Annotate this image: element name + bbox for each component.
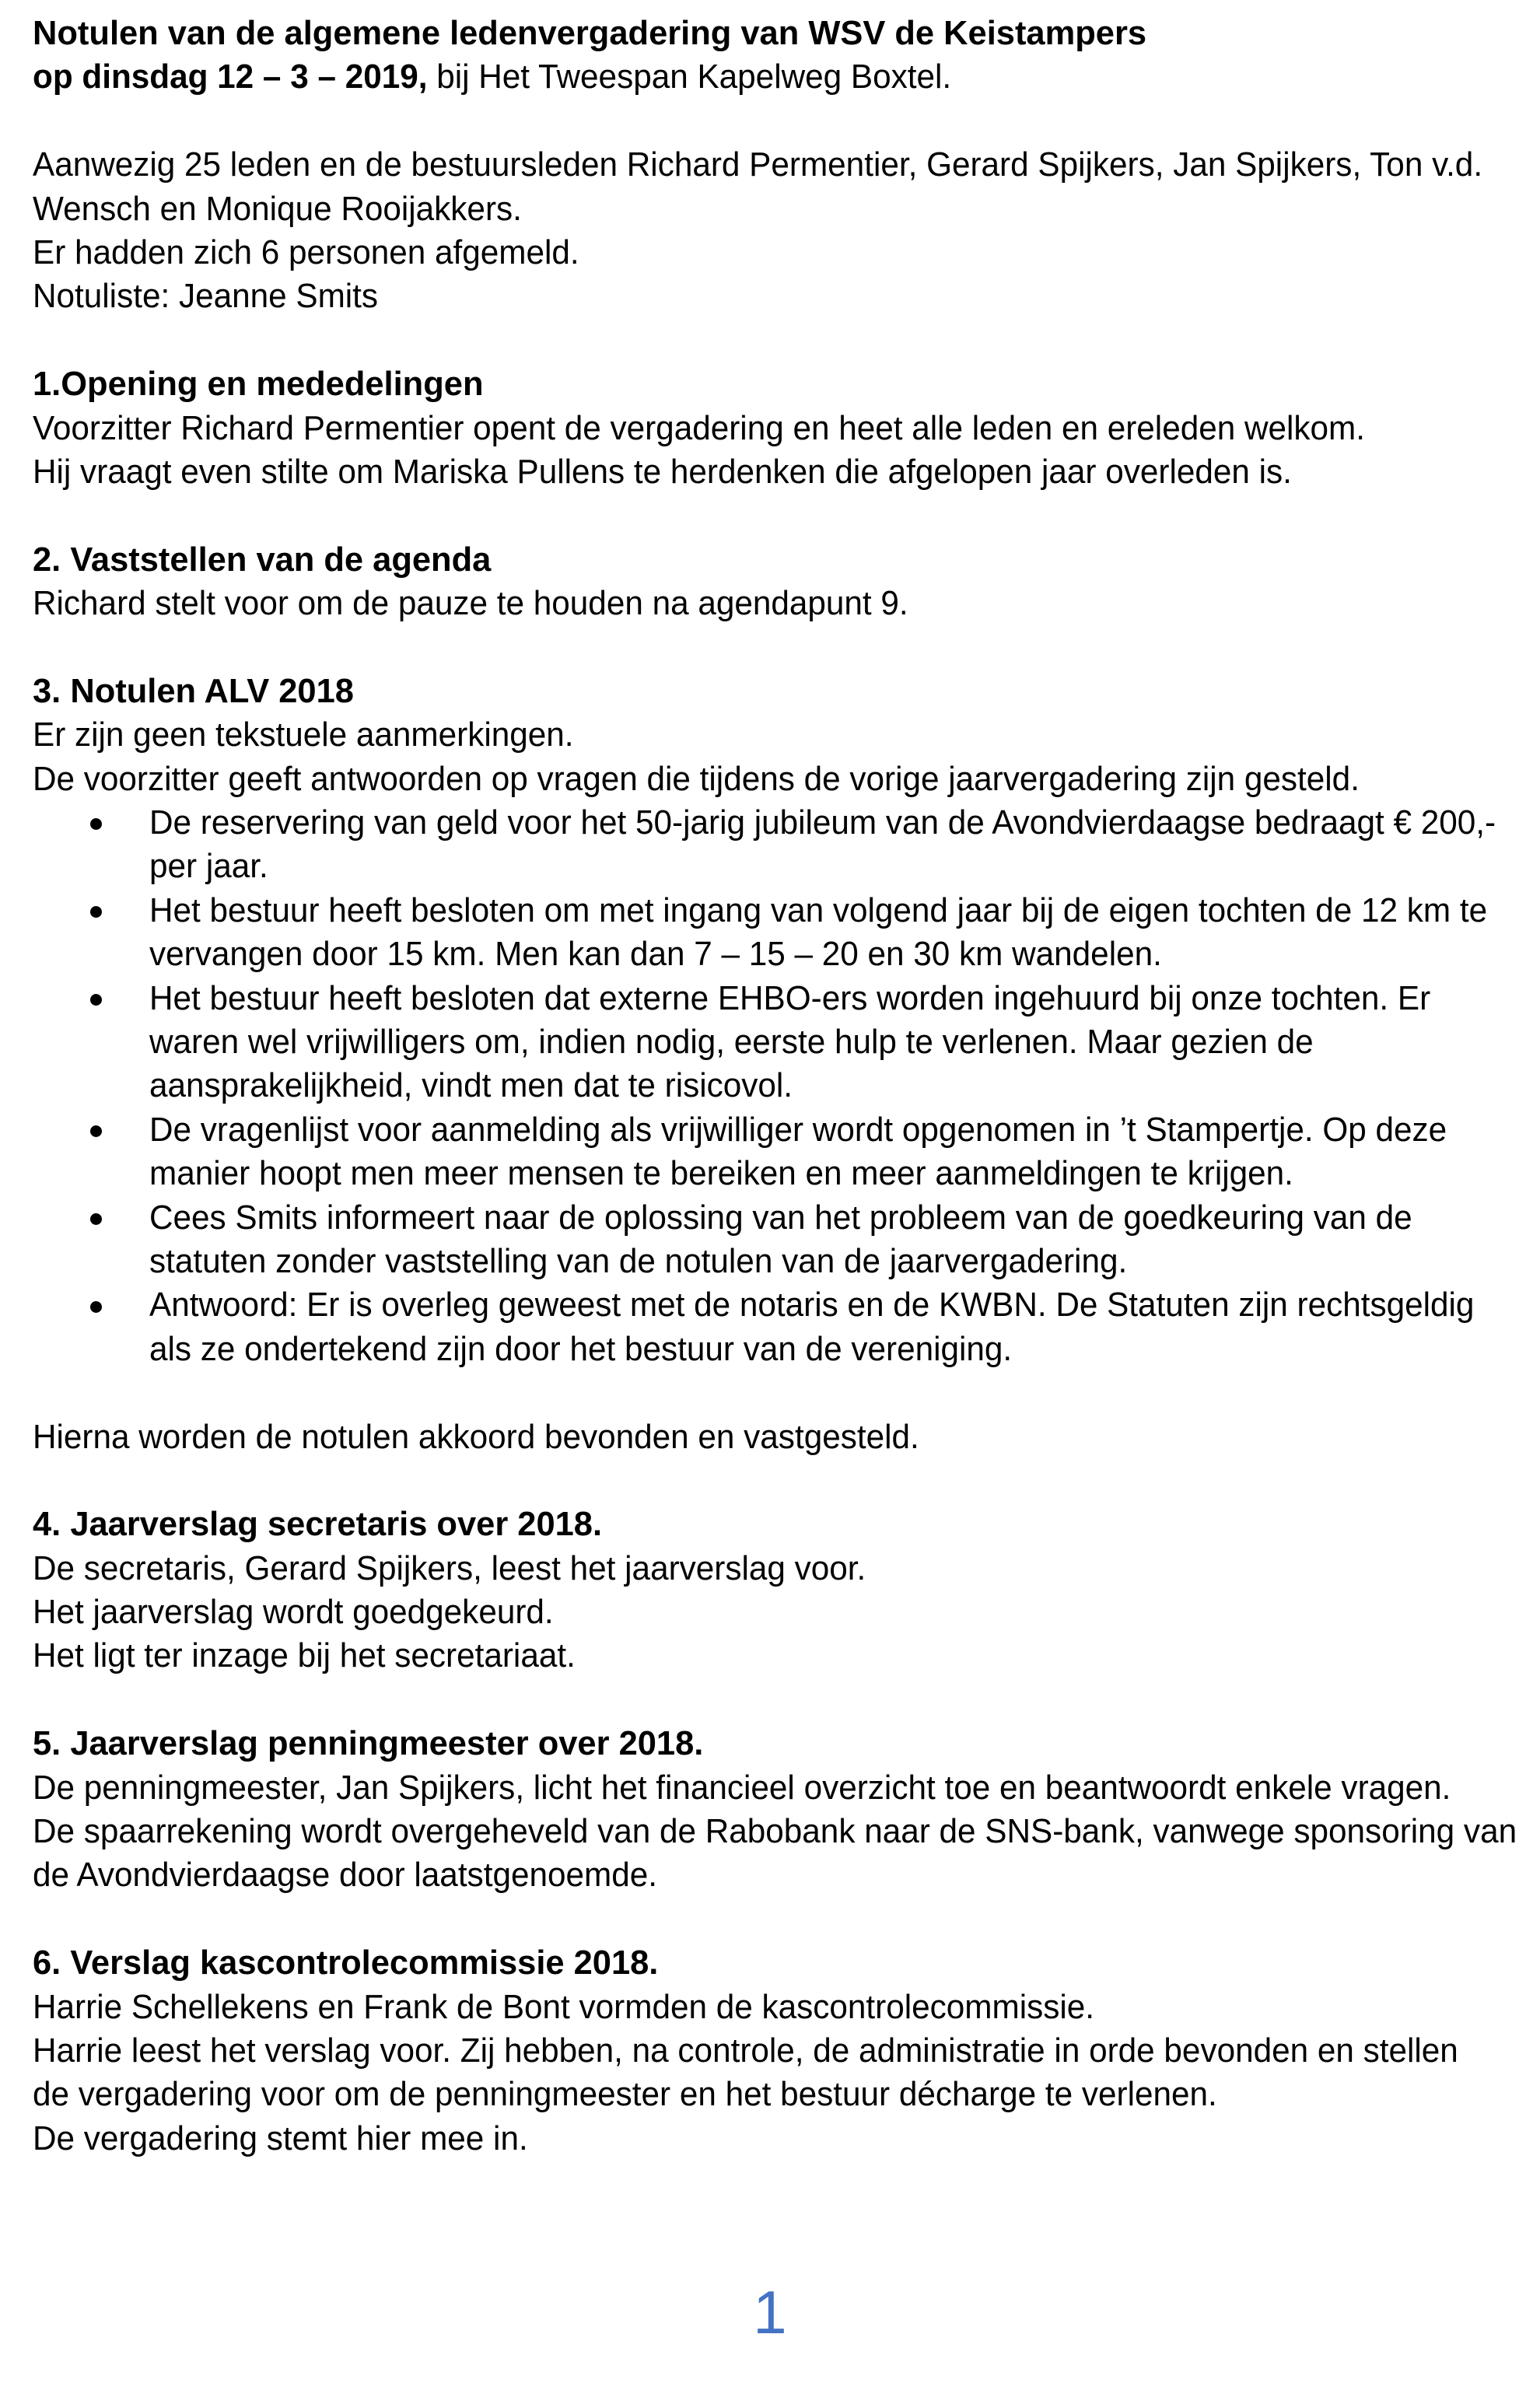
paragraph-text: Hij vraagt even stilte om Mariska Pullens te herdenken die afgelopen jaar overleden is. (33, 452, 1292, 491)
list-item (0, 801, 1540, 889)
spacer (0, 319, 1540, 362)
title-text: Notulen van de algemene ledenvergadering van WSV de Keistampers (33, 14, 1147, 52)
paragraph-line (0, 2117, 1540, 2161)
paragraph-text: Het ligt ter inzage bij het secretariaat. (33, 1636, 576, 1675)
paragraph-text: Aanwezig 25 leden en de bestuursleden Richard Permentier, Gerard Spijkers, Jan Spijkers, Ton v.d. (33, 145, 1483, 184)
heading-text: 6. Verslag kascontrolecommissie 2018. (33, 1944, 659, 1982)
spacer (0, 494, 1540, 537)
spacer (0, 1371, 1540, 1415)
paragraph-text: de Avondvierdaagse door laatstgenoemde. (33, 1856, 657, 1895)
list-item-line (0, 1328, 1540, 1371)
heading-text: 2. Vaststellen van de agenda (33, 540, 492, 579)
paragraph-text: De secretaris, Gerard Spijkers, leest het jaarverslag voor. (33, 1548, 866, 1587)
list-item (0, 1196, 1540, 1284)
section-audit-committee-report (0, 1941, 1540, 2161)
list-item-line (0, 801, 1540, 845)
paragraph-text: Harrie Schellekens en Frank de Bont vormden de kascontrolecommissie. (33, 1987, 1095, 2026)
list-item-line (0, 977, 1540, 1020)
bullet-list (0, 801, 1540, 1371)
list-item-text: De vragenlijst voor aanmelding als vrijwilliger wordt opgenomen in ’t Stampertje. Op deze (149, 1110, 1447, 1149)
paragraph-text: Er zijn geen tekstuele aanmerkingen. (33, 716, 574, 754)
meeting-location: bij Het Tweespan Kapelweg Boxtel. (427, 58, 952, 96)
conclusion-text: Hierna worden de notulen akkoord bevonden en vastgesteld. (33, 1417, 919, 1456)
absentees-line (0, 231, 1540, 275)
attendance-line (0, 187, 1540, 231)
minute-taker-line (0, 275, 1540, 318)
list-item-text: Het bestuur heeft besloten dat externe EHBO-ers worden ingehuurd bij onze tochten. Er (149, 978, 1431, 1017)
paragraph-line (0, 1766, 1540, 1810)
list-item-text: aansprakelijkheid, vindt men dat te risicovol. (149, 1066, 793, 1105)
section-treasurer-report (0, 1722, 1540, 1898)
heading-text: 4. Jaarverslag secretaris over 2018. (33, 1505, 603, 1544)
paragraph-line (0, 1415, 1540, 1459)
paragraph-text: Wensch en Monique Rooijakkers. (33, 189, 522, 228)
list-item (0, 889, 1540, 977)
paragraph-line (0, 713, 1540, 757)
paragraph-line (0, 1547, 1540, 1590)
section-heading (0, 362, 1540, 406)
section-heading (0, 1941, 1540, 1985)
paragraph-line (0, 2073, 1540, 2116)
list-item-line (0, 845, 1540, 888)
section-minutes-2018 (0, 670, 1540, 1459)
list-item (0, 1283, 1540, 1371)
document-title-line-2 (0, 55, 1540, 99)
list-item-line (0, 1152, 1540, 1195)
section-agenda (0, 538, 1540, 626)
paragraph-line (0, 2029, 1540, 2073)
paragraph-text: de vergadering voor om de penningmeester en het bestuur décharge te verlenen. (33, 2075, 1217, 2114)
paragraph-line (0, 407, 1540, 450)
list-item-line (0, 1108, 1540, 1152)
paragraph-line (0, 582, 1540, 625)
spacer (0, 1678, 1540, 1722)
list-item-text: statuten zonder vaststelling van de notulen van de jaarvergadering. (149, 1241, 1128, 1280)
paragraph-text: De voorzitter geeft antwoorden op vragen die tijdens de vorige jaarvergadering zijn gesteld. (33, 759, 1360, 798)
paragraph-text: Voorzitter Richard Permentier opent de vergadering en heet alle leden en ereleden welkom. (33, 408, 1366, 447)
paragraph-text: Harrie leest het verslag voor. Zij hebben, na controle, de administratie in orde bevonden en stellen (33, 2031, 1458, 2070)
list-item-text: manier hoopt men meer mensen te bereiken en meer aanmeldingen te krijgen. (149, 1154, 1293, 1193)
paragraph-line (0, 1986, 1540, 2029)
list-item-text: als ze ondertekend zijn door het bestuur van de vereniging. (149, 1329, 1013, 1368)
list-item-line (0, 1240, 1540, 1283)
list-item-line (0, 1196, 1540, 1240)
attendance-block (0, 143, 1540, 319)
list-item-text: vervangen door 15 km. Men kan dan 7 – 15 – 20 en 30 km wandelen. (149, 935, 1162, 974)
paragraph-line (0, 1634, 1540, 1678)
list-item-line (0, 933, 1540, 976)
list-item-text: Antwoord: Er is overleg geweest met de notaris en de KWBN. De Statuten zijn rechtsgeldig (149, 1286, 1475, 1324)
attendance-line (0, 143, 1540, 187)
minutes-document (0, 12, 1540, 2161)
list-item-line (0, 1020, 1540, 1064)
spacer (0, 1898, 1540, 1941)
paragraph-line (0, 1590, 1540, 1634)
list-item-line (0, 1283, 1540, 1327)
section-heading (0, 1503, 1540, 1546)
spacer (0, 100, 1540, 143)
paragraph-line (0, 758, 1540, 801)
paragraph-text: Notuliste: Jeanne Smits (33, 277, 379, 316)
heading-text: 1.Opening en mededelingen (33, 365, 484, 404)
bullet-icon (90, 1125, 102, 1137)
paragraph-line (0, 1810, 1540, 1853)
paragraph-text: Er hadden zich 6 personen afgemeld. (33, 233, 579, 271)
list-item-text: waren wel vrijwilligers om, indien nodig, eerste hulp te verlenen. Maar gezien de (149, 1022, 1314, 1061)
spacer (0, 625, 1540, 669)
section-heading (0, 1722, 1540, 1765)
list-item-text: De reservering van geld voor het 50-jarig jubileum van de Avondvierdaagse bedraagt € 200,- (149, 803, 1496, 842)
section-heading (0, 670, 1540, 713)
paragraph-text: Richard stelt voor om de pauze te houden na agendapunt 9. (33, 584, 908, 623)
list-item-text: Cees Smits informeert naar de oplossing van het probleem van de goedkeuring van de (149, 1198, 1412, 1237)
list-item-text: per jaar. (149, 847, 268, 886)
list-item (0, 1108, 1540, 1196)
bullet-icon (90, 1301, 102, 1313)
spacer (0, 1459, 1540, 1503)
page-number: 1 (753, 2278, 787, 2346)
heading-text: 3. Notulen ALV 2018 (33, 671, 354, 710)
list-item-text: Het bestuur heeft besloten om met ingang van volgend jaar bij de eigen tochten de 12 km te (149, 891, 1488, 929)
section-heading (0, 538, 1540, 582)
paragraph-text: De penningmeester, Jan Spijkers, licht het financieel overzicht toe en beantwoordt enkele vragen. (33, 1768, 1451, 1807)
section-opening (0, 362, 1540, 494)
list-item-line (0, 889, 1540, 933)
bullet-icon (90, 906, 102, 918)
bullet-icon (90, 994, 102, 1006)
list-item (0, 977, 1540, 1108)
paragraph-text: Het jaarverslag wordt goedgekeurd. (33, 1593, 554, 1632)
document-title-line-1 (0, 12, 1540, 55)
paragraph-text: De spaarrekening wordt overgeheveld van de Rabobank naar de SNS-bank, vanwege sponsoring van (33, 1812, 1517, 1851)
heading-text: 5. Jaarverslag penningmeester over 2018. (33, 1724, 704, 1763)
bullet-icon (90, 1213, 102, 1225)
title-line-2-text (33, 55, 951, 99)
paragraph-line (0, 1853, 1540, 1897)
section-secretary-report (0, 1503, 1540, 1678)
list-item-line (0, 1064, 1540, 1108)
meeting-date: op dinsdag 12 – 3 – 2019, (33, 58, 428, 96)
paragraph-line (0, 450, 1540, 494)
bullet-icon (90, 818, 102, 830)
paragraph-text: De vergadering stemt hier mee in. (33, 2119, 528, 2157)
